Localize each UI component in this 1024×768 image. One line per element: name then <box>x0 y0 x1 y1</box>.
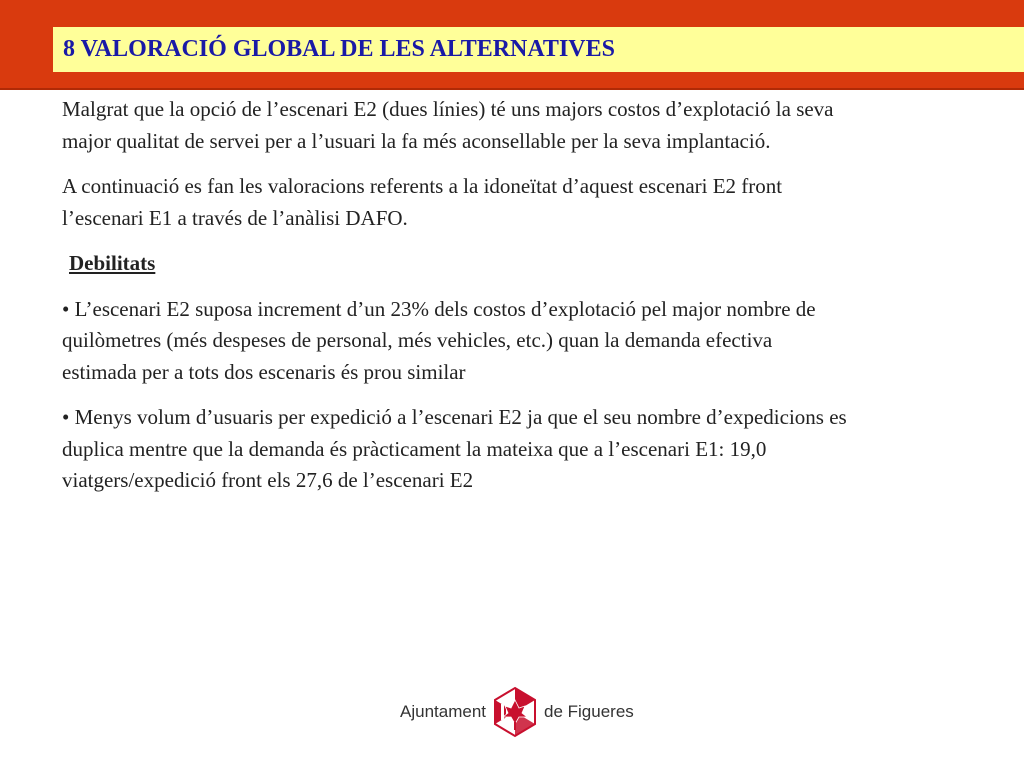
bullet-item: • Menys volum d’usuaris per expedició a l’escenari E2 ja que el seu nombre d’expedicions es duplica mentre que la demanda és pràcticament la mateixa que a l’escenari E1: 19,0 viatgers/expedició front els 27,6 de l’escenari E2 <box>62 405 847 492</box>
logo-text-right: de Figueres <box>544 702 634 721</box>
section-heading: Debilitats <box>69 251 156 275</box>
slide-title: 8 VALORACIÓ GLOBAL DE LES ALTERNATIVES <box>63 36 615 62</box>
intro-paragraph: Malgrat que la opció de l’escenari E2 (dues línies) té uns majors costos d’explotació la seva major qualitat de servei per a l’usuari la fa més aconsellable per la seva implantació. <box>62 97 834 153</box>
footer-logo <box>400 682 650 742</box>
dafo-paragraph: A continuació es fan les valoracions referents a la idoneïtat d’aquest escenari E2 front l’escenari E1 a través de l’anàlisi DAFO. <box>62 174 783 230</box>
header-band <box>0 0 1024 90</box>
figueres-coat-of-arms-icon <box>492 686 538 738</box>
title-box <box>53 27 1024 72</box>
logo-text-left: Ajuntament <box>400 702 486 721</box>
slide-content <box>62 94 852 511</box>
bullet-item: • L’escenari E2 suposa increment d’un 23% dels costos d’explotació pel major nombre de quilòmetres (més despeses de personal, més vehicles, etc.) quan la demanda efectiva estimada per a tots dos escenaris és prou similar <box>62 296 816 384</box>
